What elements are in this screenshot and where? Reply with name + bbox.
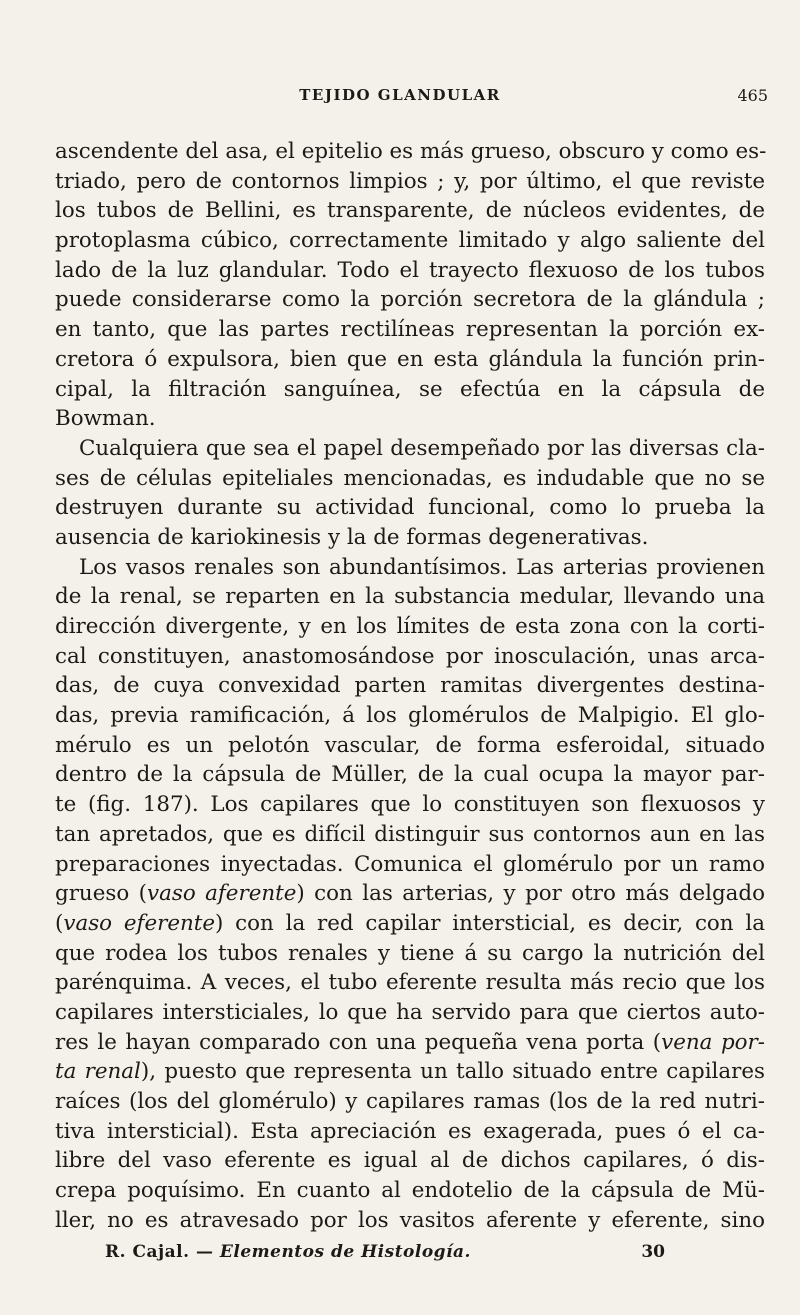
page-header [0,80,800,110]
text-line: Bowman. [55,406,156,432]
author-signature: R. Cajal. — Elementos de Histología. [105,1242,471,1262]
paragraph-start-line: Los vasos renales son abundantísimos. Las arterias provienen [79,554,765,580]
text-line: los tubos de Bellini, es transparente, de núcleos evidentes, de [55,198,765,224]
book-title: Elementos de Histología. [219,1242,471,1262]
text-line: de la renal, se reparten en la substancia medular, llevando una [55,584,765,610]
text-line: ses de células epiteliales mencionadas, es indudable que no se [55,465,765,491]
text-line-with-italic: ta renal), puesto que representa un tallo situado entre capilares [55,1059,765,1085]
text-line: cal constituyen, anastomosándose por inosculación, unas arca- [55,643,765,669]
text-line: mérulo es un pelotón vascular, de forma esferoidal, situado [55,732,765,758]
text-line: crepa poquísimo. En cuanto al endotelio de la cápsula de Mü- [55,1178,765,1204]
text-line: das, previa ramificación, á los glomérulos de Malpigio. El glo- [55,703,765,729]
text-line: libre del vaso eferente es igual al de dichos capilares, ó dis- [55,1148,765,1174]
text-line: ausencia de kariokinesis y la de formas degenerativas. [55,524,649,550]
text-line: ascendente del asa, el epitelio es más grueso, obscuro y como es- [55,139,767,164]
text-line: protoplasma cúbico, correctamente limitado y algo saliente del [55,228,765,254]
text-line: parénquima. A veces, el tubo eferente resulta más recio que los [55,970,765,996]
page-footer [105,1242,665,1270]
paragraph-start-line: Cualquiera que sea el papel desempeñado por las diversas cla- [79,435,765,461]
text-line: lado de la luz glandular. Todo el trayecto flexuoso de los tubos [55,257,765,283]
text-line: que rodea los tubos renales y tiene á su cargo la nutrición del [55,940,765,966]
text-line: tan apretados, que es difícil distinguir sus contornos aun en las [55,821,765,847]
text-line: preparaciones inyectadas. Comunica el glomérulo por un ramo [55,851,765,877]
text-line: dirección divergente, y en los límites de esta zona con la corti- [55,614,765,639]
text-line: dentro de la cápsula de Müller, de la cual ocupa la mayor par- [55,762,765,788]
text-line: tiva intersticial). Esta apreciación es exagerada, pues ó el ca- [55,1118,765,1144]
text-line: cipal, la filtración sanguínea, se efectúa en la cápsula de [55,376,765,402]
text-line: raíces (los del glomérulo) y capilares ramas (los de la red nutri- [55,1089,765,1114]
text-line: cretora ó expulsora, bien que en esta glándula la función prin- [55,346,765,372]
text-line: en tanto, que las partes rectilíneas representan la porción ex- [55,317,765,343]
page-number: 465 [737,86,768,105]
text-line: destruyen durante su actividad funcional, como lo prueba la [55,495,765,521]
body-text [55,137,765,1235]
running-title: TEJIDO GLANDULAR [299,86,501,104]
sheet-number: 30 [641,1242,665,1262]
text-line: triado, pero de contornos limpios ; y, por último, el que reviste [55,168,765,194]
text-line-with-italic: res le hayan comparado con una pequeña vena porta (vena por- [55,1029,765,1055]
text-line-with-italic: grueso (vaso aferente) con las arterias, y por otro más delgado [55,881,765,907]
text-line-with-italic: (vaso eferente) con la red capilar intersticial, es decir, con la [55,910,765,936]
text-line: te (fig. 187). Los capilares que lo constituyen son flexuosos y [55,792,765,818]
text-line: puede considerarse como la porción secretora de la glándula ; [55,287,765,313]
text-line: capilares intersticiales, lo que ha servido para que ciertos auto- [55,999,765,1025]
text-line: das, de cuya convexidad parten ramitas divergentes destina- [55,673,765,699]
text-line: ller, no es atravesado por los vasitos aferente y eferente, sino [55,1207,765,1233]
